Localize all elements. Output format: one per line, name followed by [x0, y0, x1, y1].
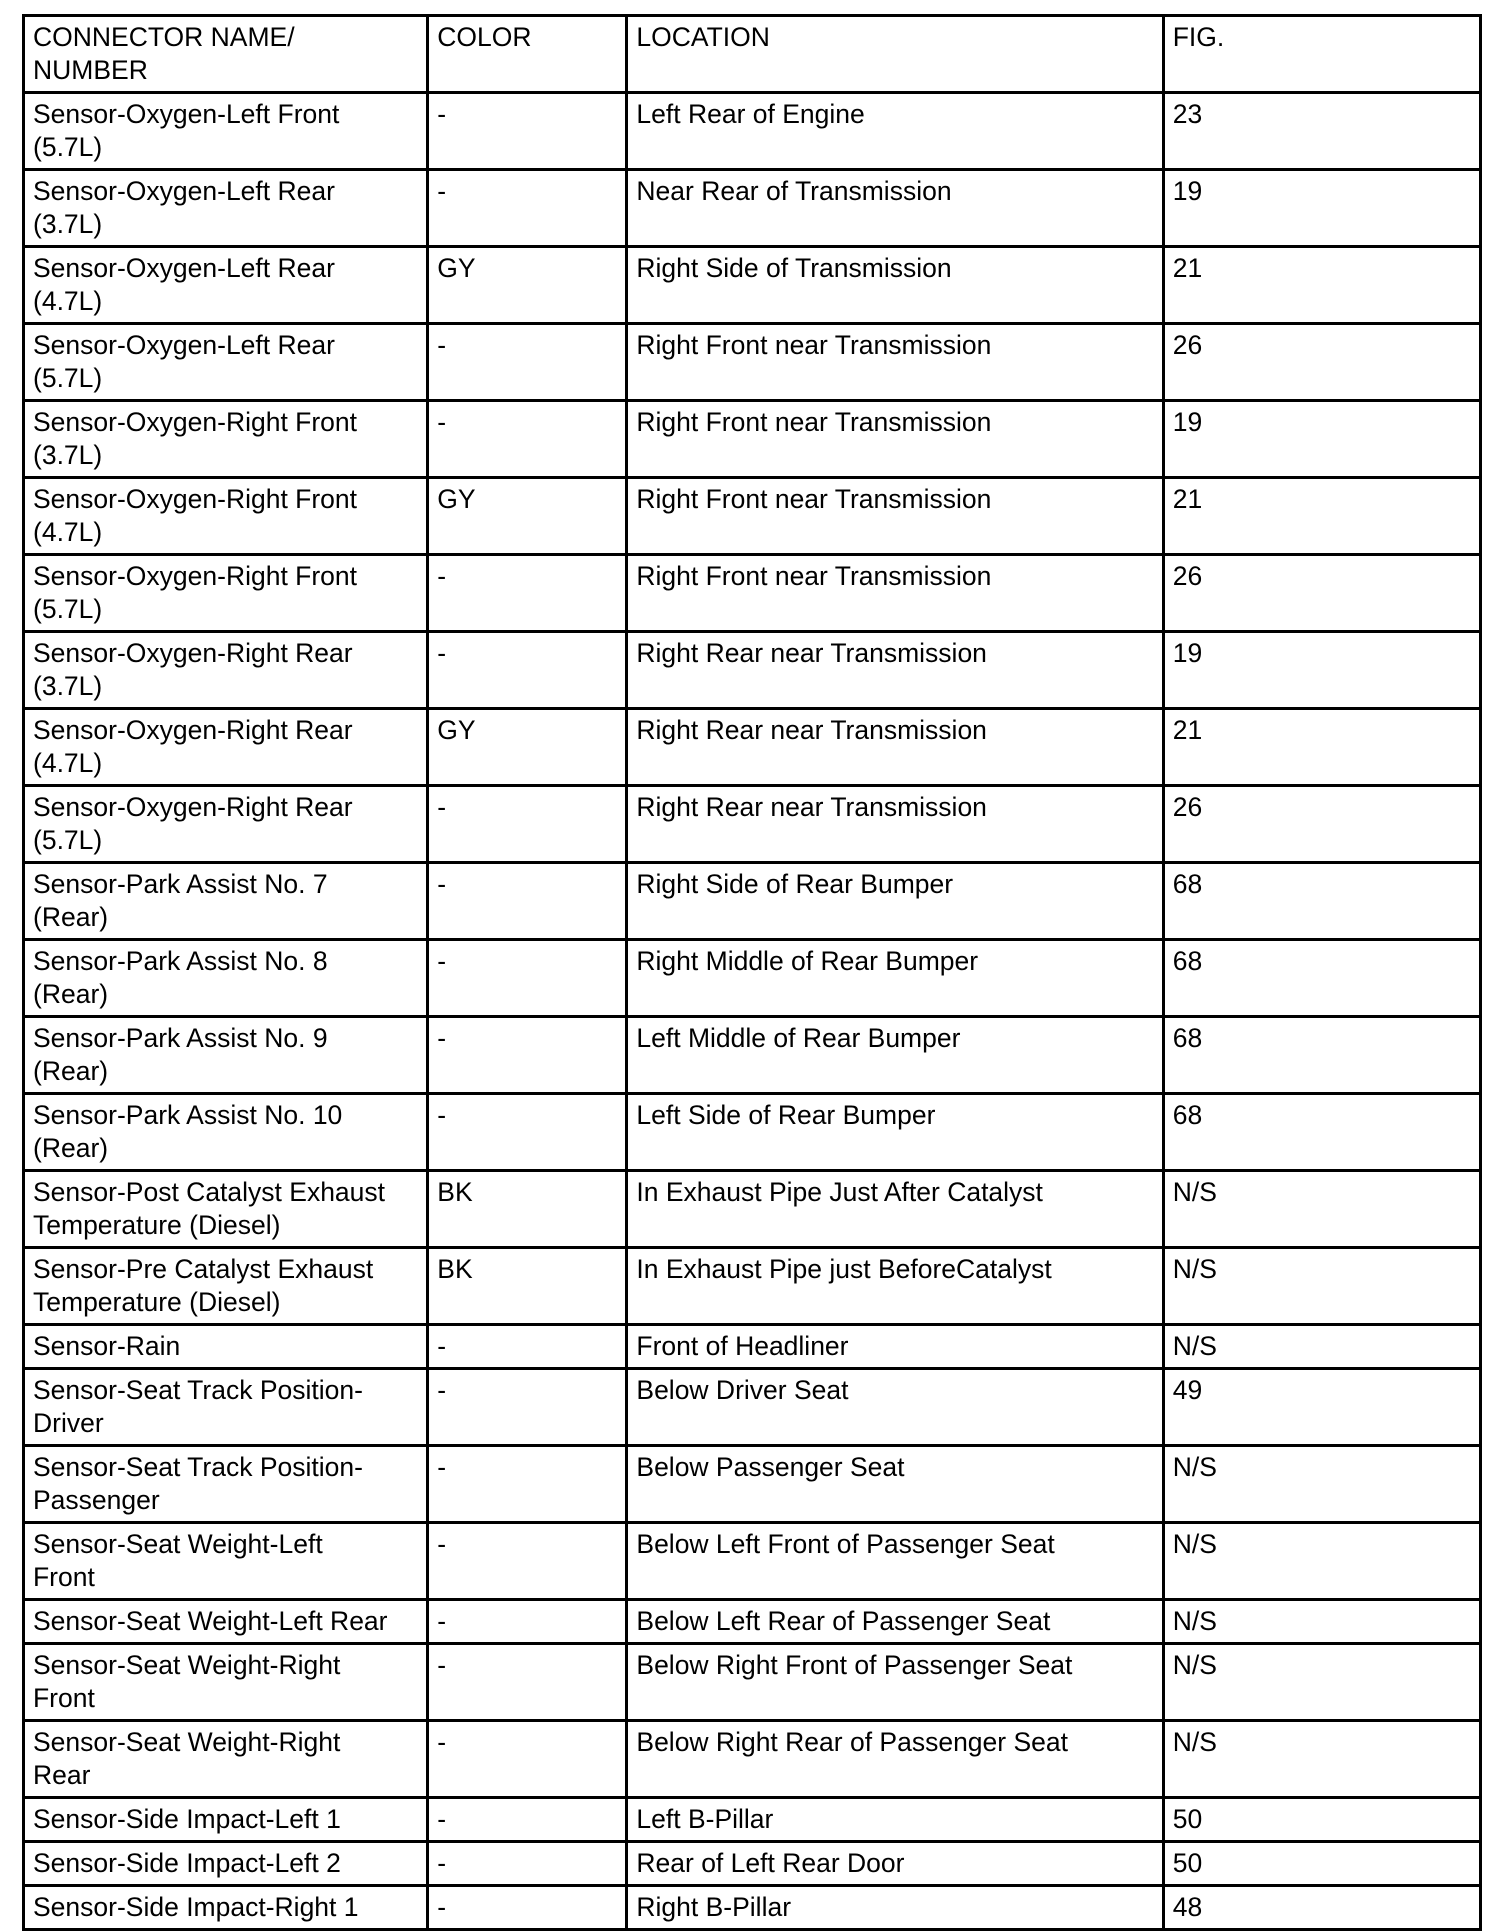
cell-connector-name: Sensor-Post Catalyst Exhaust Temperature (Diesel) [24, 1171, 428, 1248]
cell-location: Rear of Left Rear Door [627, 1842, 1163, 1886]
cell-color: GY [428, 709, 627, 786]
cell-location: Right Front near Transmission [627, 555, 1163, 632]
cell-location: Right Front near Transmission [627, 478, 1163, 555]
cell-connector-name: Sensor-Park Assist No. 7 (Rear) [24, 863, 428, 940]
cell-fig: N/S [1163, 1523, 1480, 1600]
cell-location: Below Right Rear of Passenger Seat [627, 1721, 1163, 1798]
cell-fig: N/S [1163, 1644, 1480, 1721]
table-row [24, 1886, 1481, 1930]
cell-connector-name: Sensor-Pre Catalyst Exhaust Temperature (Diesel) [24, 1248, 428, 1325]
cell-location: Right Middle of Rear Bumper [627, 940, 1163, 1017]
cell-location: Below Passenger Seat [627, 1446, 1163, 1523]
cell-connector-name: Sensor-Oxygen-Right Front (4.7L) [24, 478, 428, 555]
cell-color: BK [428, 1171, 627, 1248]
cell-color: - [428, 1644, 627, 1721]
header-fig: FIG. [1163, 16, 1480, 93]
cell-location: Left Rear of Engine [627, 93, 1163, 170]
cell-color: - [428, 324, 627, 401]
cell-color: - [428, 1094, 627, 1171]
cell-fig: 50 [1163, 1842, 1480, 1886]
cell-location: Left Side of Rear Bumper [627, 1094, 1163, 1171]
cell-location: Right Side of Transmission [627, 247, 1163, 324]
cell-color: - [428, 1523, 627, 1600]
cell-connector-name: Sensor-Seat Weight-Left Rear [24, 1600, 428, 1644]
cell-fig: 48 [1163, 1886, 1480, 1930]
table-row [24, 93, 1481, 170]
cell-fig: N/S [1163, 1248, 1480, 1325]
table-row [24, 1325, 1481, 1369]
cell-fig: 26 [1163, 555, 1480, 632]
cell-fig: N/S [1163, 1171, 1480, 1248]
cell-fig: 19 [1163, 632, 1480, 709]
header-row [24, 16, 1481, 93]
header-location: LOCATION [627, 16, 1163, 93]
header-connector-name: CONNECTOR NAME/ NUMBER [24, 16, 428, 93]
cell-connector-name: Sensor-Seat Weight-Right Front [24, 1644, 428, 1721]
table-row [24, 478, 1481, 555]
cell-location: Left Middle of Rear Bumper [627, 1017, 1163, 1094]
cell-connector-name: Sensor-Seat Weight-Right Rear [24, 1721, 428, 1798]
table-row [24, 1798, 1481, 1842]
cell-location: Left B-Pillar [627, 1798, 1163, 1842]
table-row [24, 1523, 1481, 1600]
cell-location: In Exhaust Pipe Just After Catalyst [627, 1171, 1163, 1248]
cell-location: Below Driver Seat [627, 1369, 1163, 1446]
cell-fig: 68 [1163, 863, 1480, 940]
cell-location: Right Rear near Transmission [627, 632, 1163, 709]
header-color: COLOR [428, 16, 627, 93]
cell-fig: N/S [1163, 1325, 1480, 1369]
cell-color: - [428, 863, 627, 940]
table-row [24, 401, 1481, 478]
cell-connector-name: Sensor-Side Impact-Left 2 [24, 1842, 428, 1886]
cell-color: - [428, 1369, 627, 1446]
cell-color: GY [428, 478, 627, 555]
table-row [24, 1446, 1481, 1523]
cell-connector-name: Sensor-Park Assist No. 8 (Rear) [24, 940, 428, 1017]
cell-fig: N/S [1163, 1446, 1480, 1523]
cell-location: Right Front near Transmission [627, 324, 1163, 401]
table-row [24, 1248, 1481, 1325]
table-row [24, 1017, 1481, 1094]
table-row [24, 786, 1481, 863]
cell-connector-name: Sensor-Oxygen-Right Rear (3.7L) [24, 632, 428, 709]
table-row [24, 170, 1481, 247]
cell-fig: 68 [1163, 940, 1480, 1017]
table-row [24, 1600, 1481, 1644]
cell-fig: N/S [1163, 1600, 1480, 1644]
cell-fig: 26 [1163, 324, 1480, 401]
cell-fig: 49 [1163, 1369, 1480, 1446]
cell-connector-name: Sensor-Oxygen-Left Rear (5.7L) [24, 324, 428, 401]
cell-connector-name: Sensor-Oxygen-Right Front (5.7L) [24, 555, 428, 632]
cell-color: - [428, 1017, 627, 1094]
cell-location: Right B-Pillar [627, 1886, 1163, 1930]
cell-color: - [428, 1721, 627, 1798]
cell-location: Right Rear near Transmission [627, 709, 1163, 786]
cell-connector-name: Sensor-Seat Weight-Left Front [24, 1523, 428, 1600]
cell-location: In Exhaust Pipe just BeforeCatalyst [627, 1248, 1163, 1325]
cell-fig: N/S [1163, 1721, 1480, 1798]
cell-color: - [428, 940, 627, 1017]
cell-color: - [428, 786, 627, 863]
cell-color: - [428, 1325, 627, 1369]
cell-color: - [428, 555, 627, 632]
table-row [24, 863, 1481, 940]
table-row [24, 324, 1481, 401]
cell-color: - [428, 1446, 627, 1523]
cell-connector-name: Sensor-Side Impact-Right 1 [24, 1886, 428, 1930]
cell-location: Below Left Front of Passenger Seat [627, 1523, 1163, 1600]
cell-fig: 21 [1163, 247, 1480, 324]
cell-color: - [428, 401, 627, 478]
cell-fig: 68 [1163, 1017, 1480, 1094]
cell-fig: 21 [1163, 709, 1480, 786]
cell-fig: 68 [1163, 1094, 1480, 1171]
cell-connector-name: Sensor-Oxygen-Right Rear (4.7L) [24, 709, 428, 786]
connector-table [22, 14, 1482, 1931]
cell-location: Front of Headliner [627, 1325, 1163, 1369]
table-row [24, 1369, 1481, 1446]
cell-fig: 19 [1163, 401, 1480, 478]
cell-fig: 23 [1163, 93, 1480, 170]
cell-location: Below Right Front of Passenger Seat [627, 1644, 1163, 1721]
cell-fig: 19 [1163, 170, 1480, 247]
table-row [24, 1171, 1481, 1248]
cell-connector-name: Sensor-Seat Track Position- Driver [24, 1369, 428, 1446]
cell-fig: 21 [1163, 478, 1480, 555]
cell-color: - [428, 1886, 627, 1930]
cell-connector-name: Sensor-Park Assist No. 10 (Rear) [24, 1094, 428, 1171]
table-row [24, 555, 1481, 632]
cell-connector-name: Sensor-Park Assist No. 9 (Rear) [24, 1017, 428, 1094]
cell-color: GY [428, 247, 627, 324]
cell-location: Near Rear of Transmission [627, 170, 1163, 247]
cell-location: Right Front near Transmission [627, 401, 1163, 478]
cell-connector-name: Sensor-Oxygen-Right Front (3.7L) [24, 401, 428, 478]
cell-connector-name: Sensor-Oxygen-Right Rear (5.7L) [24, 786, 428, 863]
cell-color: - [428, 93, 627, 170]
cell-color: - [428, 1842, 627, 1886]
table-row [24, 1842, 1481, 1886]
table-row [24, 247, 1481, 324]
table-row [24, 632, 1481, 709]
table-row [24, 940, 1481, 1017]
cell-color: - [428, 1798, 627, 1842]
table-row [24, 1644, 1481, 1721]
cell-color: - [428, 170, 627, 247]
cell-connector-name: Sensor-Rain [24, 1325, 428, 1369]
table-row [24, 1094, 1481, 1171]
cell-location: Right Rear near Transmission [627, 786, 1163, 863]
cell-location: Below Left Rear of Passenger Seat [627, 1600, 1163, 1644]
cell-color: - [428, 1600, 627, 1644]
table-row [24, 709, 1481, 786]
cell-location: Right Side of Rear Bumper [627, 863, 1163, 940]
cell-connector-name: Sensor-Oxygen-Left Rear (4.7L) [24, 247, 428, 324]
cell-fig: 50 [1163, 1798, 1480, 1842]
cell-fig: 26 [1163, 786, 1480, 863]
cell-connector-name: Sensor-Seat Track Position- Passenger [24, 1446, 428, 1523]
cell-connector-name: Sensor-Oxygen-Left Rear (3.7L) [24, 170, 428, 247]
table-row [24, 1721, 1481, 1798]
cell-color: - [428, 632, 627, 709]
cell-color: BK [428, 1248, 627, 1325]
cell-connector-name: Sensor-Oxygen-Left Front (5.7L) [24, 93, 428, 170]
cell-connector-name: Sensor-Side Impact-Left 1 [24, 1798, 428, 1842]
